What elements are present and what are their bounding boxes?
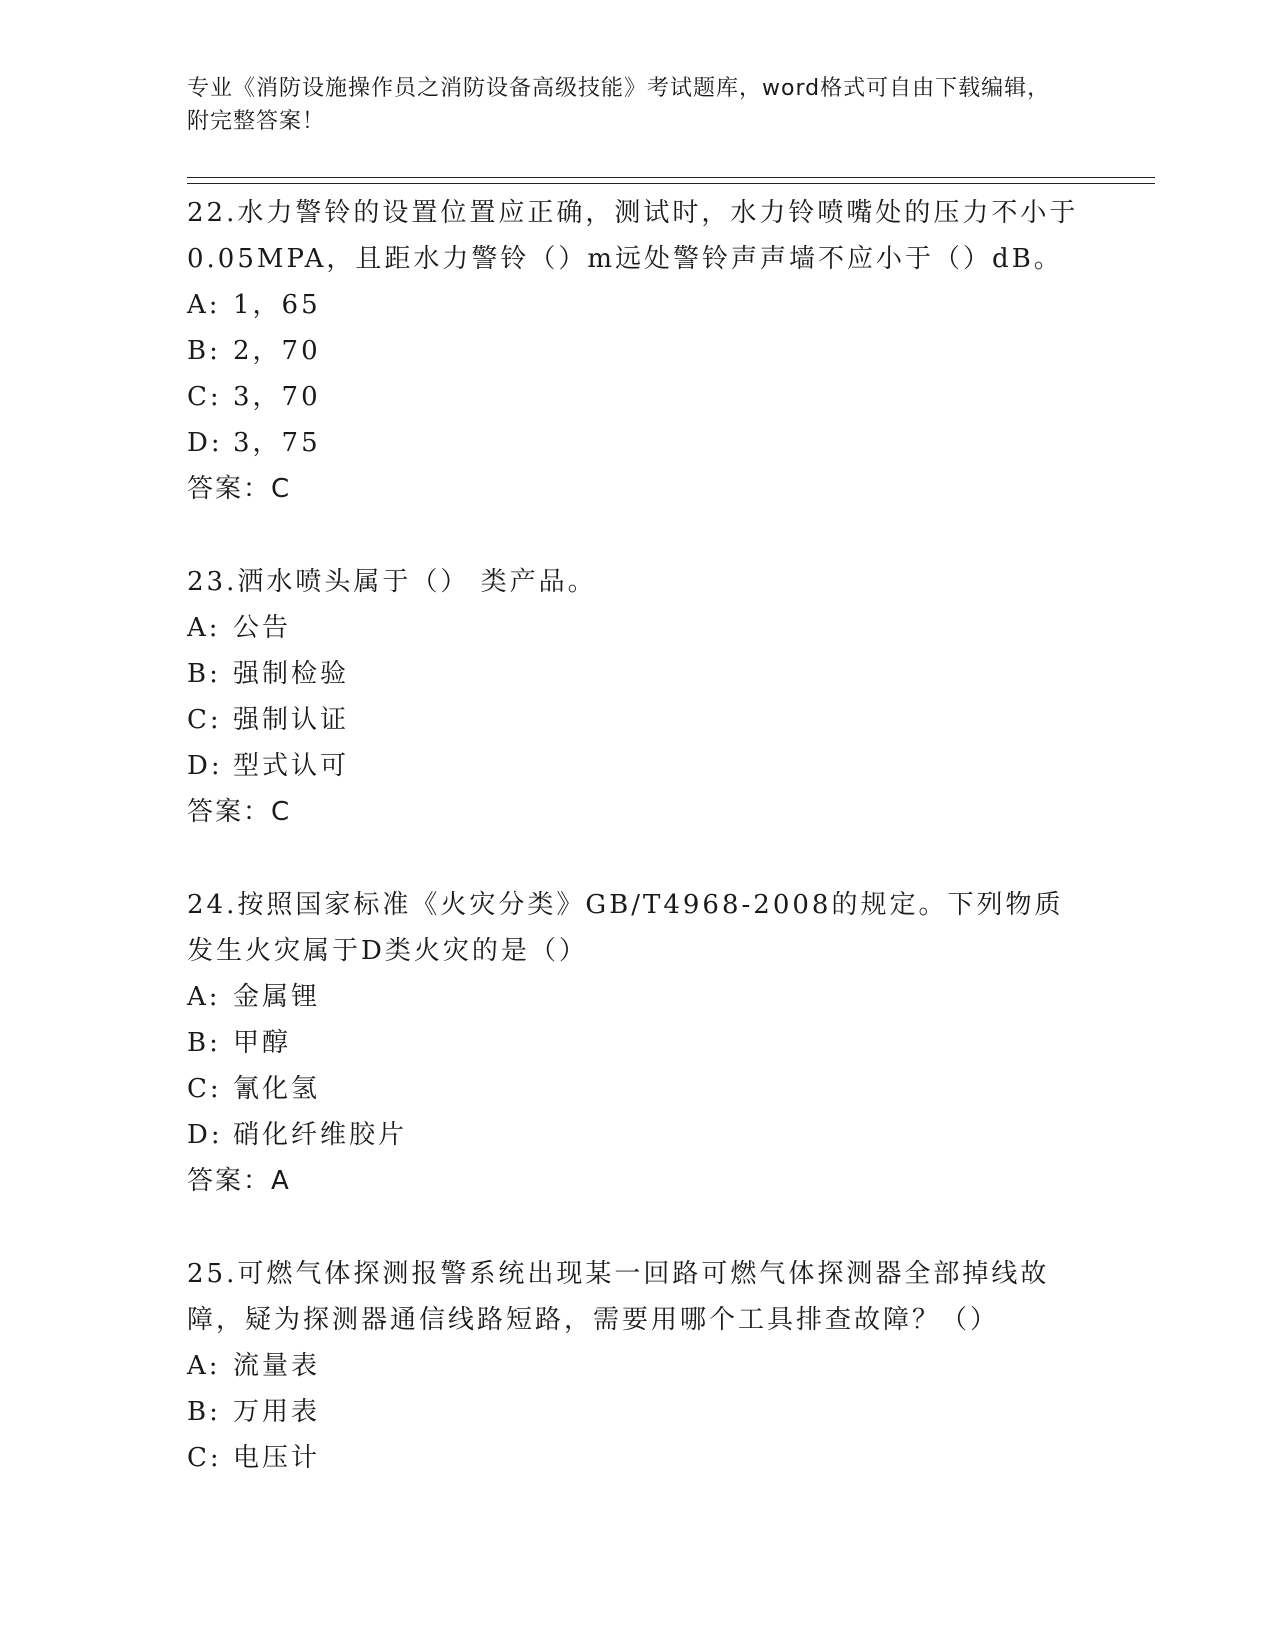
option-c: [187, 374, 1087, 420]
option-letter: C:: [187, 1443, 222, 1473]
option-d: [187, 743, 1087, 789]
option-text: 硝化纤维胶片: [233, 1120, 408, 1150]
option-text: 公告: [233, 613, 292, 643]
option-letter: B:: [187, 1397, 221, 1427]
option-letter: A:: [187, 290, 221, 320]
option-text: 甲醇: [233, 1028, 292, 1058]
option-text: 2，70: [233, 336, 321, 366]
option-text: 3，75: [233, 428, 321, 458]
option-letter: C:: [187, 705, 222, 735]
question-23: [187, 559, 1087, 835]
option-a: [187, 1343, 1087, 1389]
answer-text: 答案：A: [187, 1166, 291, 1196]
question-text: 24.按照国家标准《火灾分类》GB/T4968-2008的规定。下列物质发生火灾属于D类火灾的是（）: [187, 890, 1064, 966]
option-a: [187, 605, 1087, 651]
option-letter: B:: [187, 1028, 221, 1058]
option-b: [187, 651, 1087, 697]
answer-text: 答案：C: [187, 797, 292, 827]
option-letter: C:: [187, 382, 222, 412]
option-letter: D:: [187, 428, 223, 458]
option-letter: A:: [187, 982, 221, 1012]
option-letter: C:: [187, 1074, 222, 1104]
option-text: 强制检验: [233, 659, 350, 689]
option-text: 电压计: [233, 1443, 321, 1473]
option-text: 万用表: [233, 1397, 321, 1427]
option-text: 金属锂: [233, 982, 321, 1012]
option-c: [187, 1066, 1087, 1112]
question-25: [187, 1251, 1087, 1481]
option-text: 氰化氢: [233, 1074, 321, 1104]
answer-text: 答案：C: [187, 474, 292, 504]
option-text: 流量表: [233, 1351, 321, 1381]
question-list: [187, 190, 1087, 1528]
option-text: 型式认可: [233, 751, 350, 781]
option-letter: A:: [187, 613, 221, 643]
header-divider-bottom: [187, 183, 1155, 184]
option-c: [187, 697, 1087, 743]
question-22: [187, 190, 1087, 512]
option-letter: D:: [187, 751, 223, 781]
option-text: 3，70: [233, 382, 321, 412]
document-header: 专业《消防设施操作员之消防设备高级技能》考试题库，word格式可自由下载编辑，附完整答案！: [187, 76, 1051, 134]
option-d: [187, 420, 1087, 466]
option-letter: A:: [187, 1351, 221, 1381]
question-24: [187, 882, 1087, 1204]
option-text: 1，65: [233, 290, 321, 320]
option-a: [187, 974, 1087, 1020]
option-text: 强制认证: [233, 705, 350, 735]
question-text: 22.水力警铃的设置位置应正确，测试时，水力铃喷嘴处的压力不小于0.05MPA，且距水力警铃（）m远处警铃声声墙不应小于（）dB。: [187, 198, 1079, 274]
option-b: [187, 1389, 1087, 1435]
option-letter: B:: [187, 336, 221, 366]
option-b: [187, 1020, 1087, 1066]
option-d: [187, 1112, 1087, 1158]
header-divider-top: [187, 177, 1155, 178]
option-letter: D:: [187, 1120, 223, 1150]
question-text: 25.可燃气体探测报警系统出现某一回路可燃气体探测器全部掉线故障，疑为探测器通信线路短路，需要用哪个工具排查故障？（）: [187, 1259, 1050, 1335]
option-a: [187, 282, 1087, 328]
option-b: [187, 328, 1087, 374]
option-letter: B:: [187, 659, 221, 689]
question-text: 23.洒水喷头属于（） 类产品。: [187, 567, 597, 597]
option-c: [187, 1435, 1087, 1481]
